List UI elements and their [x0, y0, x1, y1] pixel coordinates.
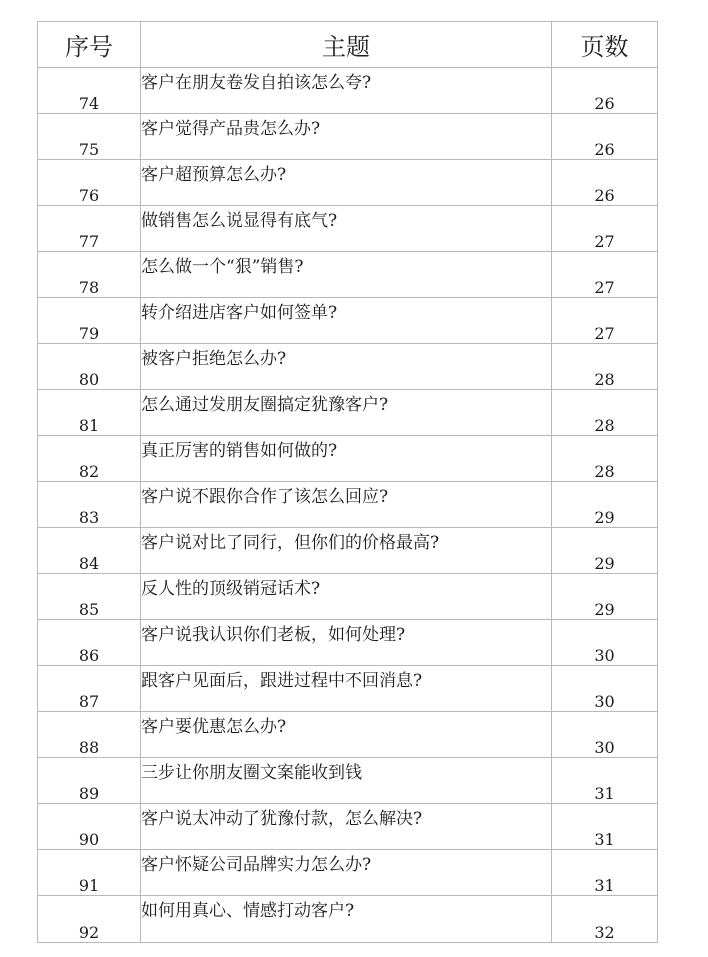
row-topic: 客户说太冲动了犹豫付款，怎么解决? — [141, 804, 552, 850]
row-topic: 客户在朋友卷发自拍该怎么夸? — [141, 68, 552, 114]
header-pages: 页数 — [552, 22, 658, 68]
row-page: 26 — [552, 160, 658, 206]
table-row — [38, 620, 658, 666]
table-row — [38, 114, 658, 160]
header-row — [38, 22, 658, 68]
row-topic: 转介绍进店客户如何签单? — [141, 298, 552, 344]
row-number: 79 — [38, 298, 141, 344]
row-page: 28 — [552, 344, 658, 390]
row-page: 26 — [552, 114, 658, 160]
table-row — [38, 482, 658, 528]
header-number: 序号 — [38, 22, 141, 68]
row-number: 76 — [38, 160, 141, 206]
table-row — [38, 574, 658, 620]
row-number: 82 — [38, 436, 141, 482]
row-page: 27 — [552, 298, 658, 344]
row-topic: 客户说对比了同行，但你们的价格最高? — [141, 528, 552, 574]
row-topic: 怎么通过发朋友圈搞定犹豫客户? — [141, 390, 552, 436]
table-of-contents — [37, 21, 658, 943]
row-page: 31 — [552, 850, 658, 896]
row-number: 92 — [38, 896, 141, 943]
row-page: 32 — [552, 896, 658, 943]
row-topic: 客户超预算怎么办? — [141, 160, 552, 206]
table-row — [38, 252, 658, 298]
row-topic: 真正厉害的销售如何做的? — [141, 436, 552, 482]
row-number: 83 — [38, 482, 141, 528]
row-page: 30 — [552, 620, 658, 666]
table-row — [38, 298, 658, 344]
row-number: 89 — [38, 758, 141, 804]
table-row — [38, 68, 658, 114]
row-number: 74 — [38, 68, 141, 114]
row-topic: 做销售怎么说显得有底气? — [141, 206, 552, 252]
table-row — [38, 206, 658, 252]
row-page: 27 — [552, 252, 658, 298]
row-topic: 客户怀疑公司品牌实力怎么办? — [141, 850, 552, 896]
table-row — [38, 758, 658, 804]
row-number: 78 — [38, 252, 141, 298]
row-page: 30 — [552, 712, 658, 758]
row-topic: 怎么做一个“狠”销售? — [141, 252, 552, 298]
row-page: 29 — [552, 528, 658, 574]
row-topic: 客户要优惠怎么办? — [141, 712, 552, 758]
row-topic: 被客户拒绝怎么办? — [141, 344, 552, 390]
row-number: 75 — [38, 114, 141, 160]
row-page: 26 — [552, 68, 658, 114]
table-row — [38, 390, 658, 436]
row-topic: 客户说不跟你合作了该怎么回应? — [141, 482, 552, 528]
table-row — [38, 160, 658, 206]
row-page: 31 — [552, 804, 658, 850]
row-topic: 客户说我认识你们老板，如何处理? — [141, 620, 552, 666]
row-number: 81 — [38, 390, 141, 436]
row-number: 77 — [38, 206, 141, 252]
row-number: 80 — [38, 344, 141, 390]
table-row — [38, 344, 658, 390]
table-row — [38, 896, 658, 943]
table-row — [38, 436, 658, 482]
table-row — [38, 712, 658, 758]
row-page: 27 — [552, 206, 658, 252]
row-page: 29 — [552, 482, 658, 528]
row-number: 90 — [38, 804, 141, 850]
row-topic: 跟客户见面后，跟进过程中不回消息? — [141, 666, 552, 712]
row-page: 29 — [552, 574, 658, 620]
row-number: 86 — [38, 620, 141, 666]
row-page: 28 — [552, 436, 658, 482]
row-number: 88 — [38, 712, 141, 758]
header-topic: 主题 — [141, 22, 552, 68]
row-page: 31 — [552, 758, 658, 804]
row-topic: 客户觉得产品贵怎么办? — [141, 114, 552, 160]
row-number: 84 — [38, 528, 141, 574]
row-number: 87 — [38, 666, 141, 712]
table-row — [38, 528, 658, 574]
row-number: 91 — [38, 850, 141, 896]
row-topic: 反人性的顶级销冠话术? — [141, 574, 552, 620]
row-page: 30 — [552, 666, 658, 712]
row-topic: 三步让你朋友圈文案能收到钱 — [141, 758, 552, 804]
table-row — [38, 666, 658, 712]
row-number: 85 — [38, 574, 141, 620]
row-page: 28 — [552, 390, 658, 436]
table-row — [38, 804, 658, 850]
row-topic: 如何用真心、情感打动客户? — [141, 896, 552, 943]
table-row — [38, 850, 658, 896]
